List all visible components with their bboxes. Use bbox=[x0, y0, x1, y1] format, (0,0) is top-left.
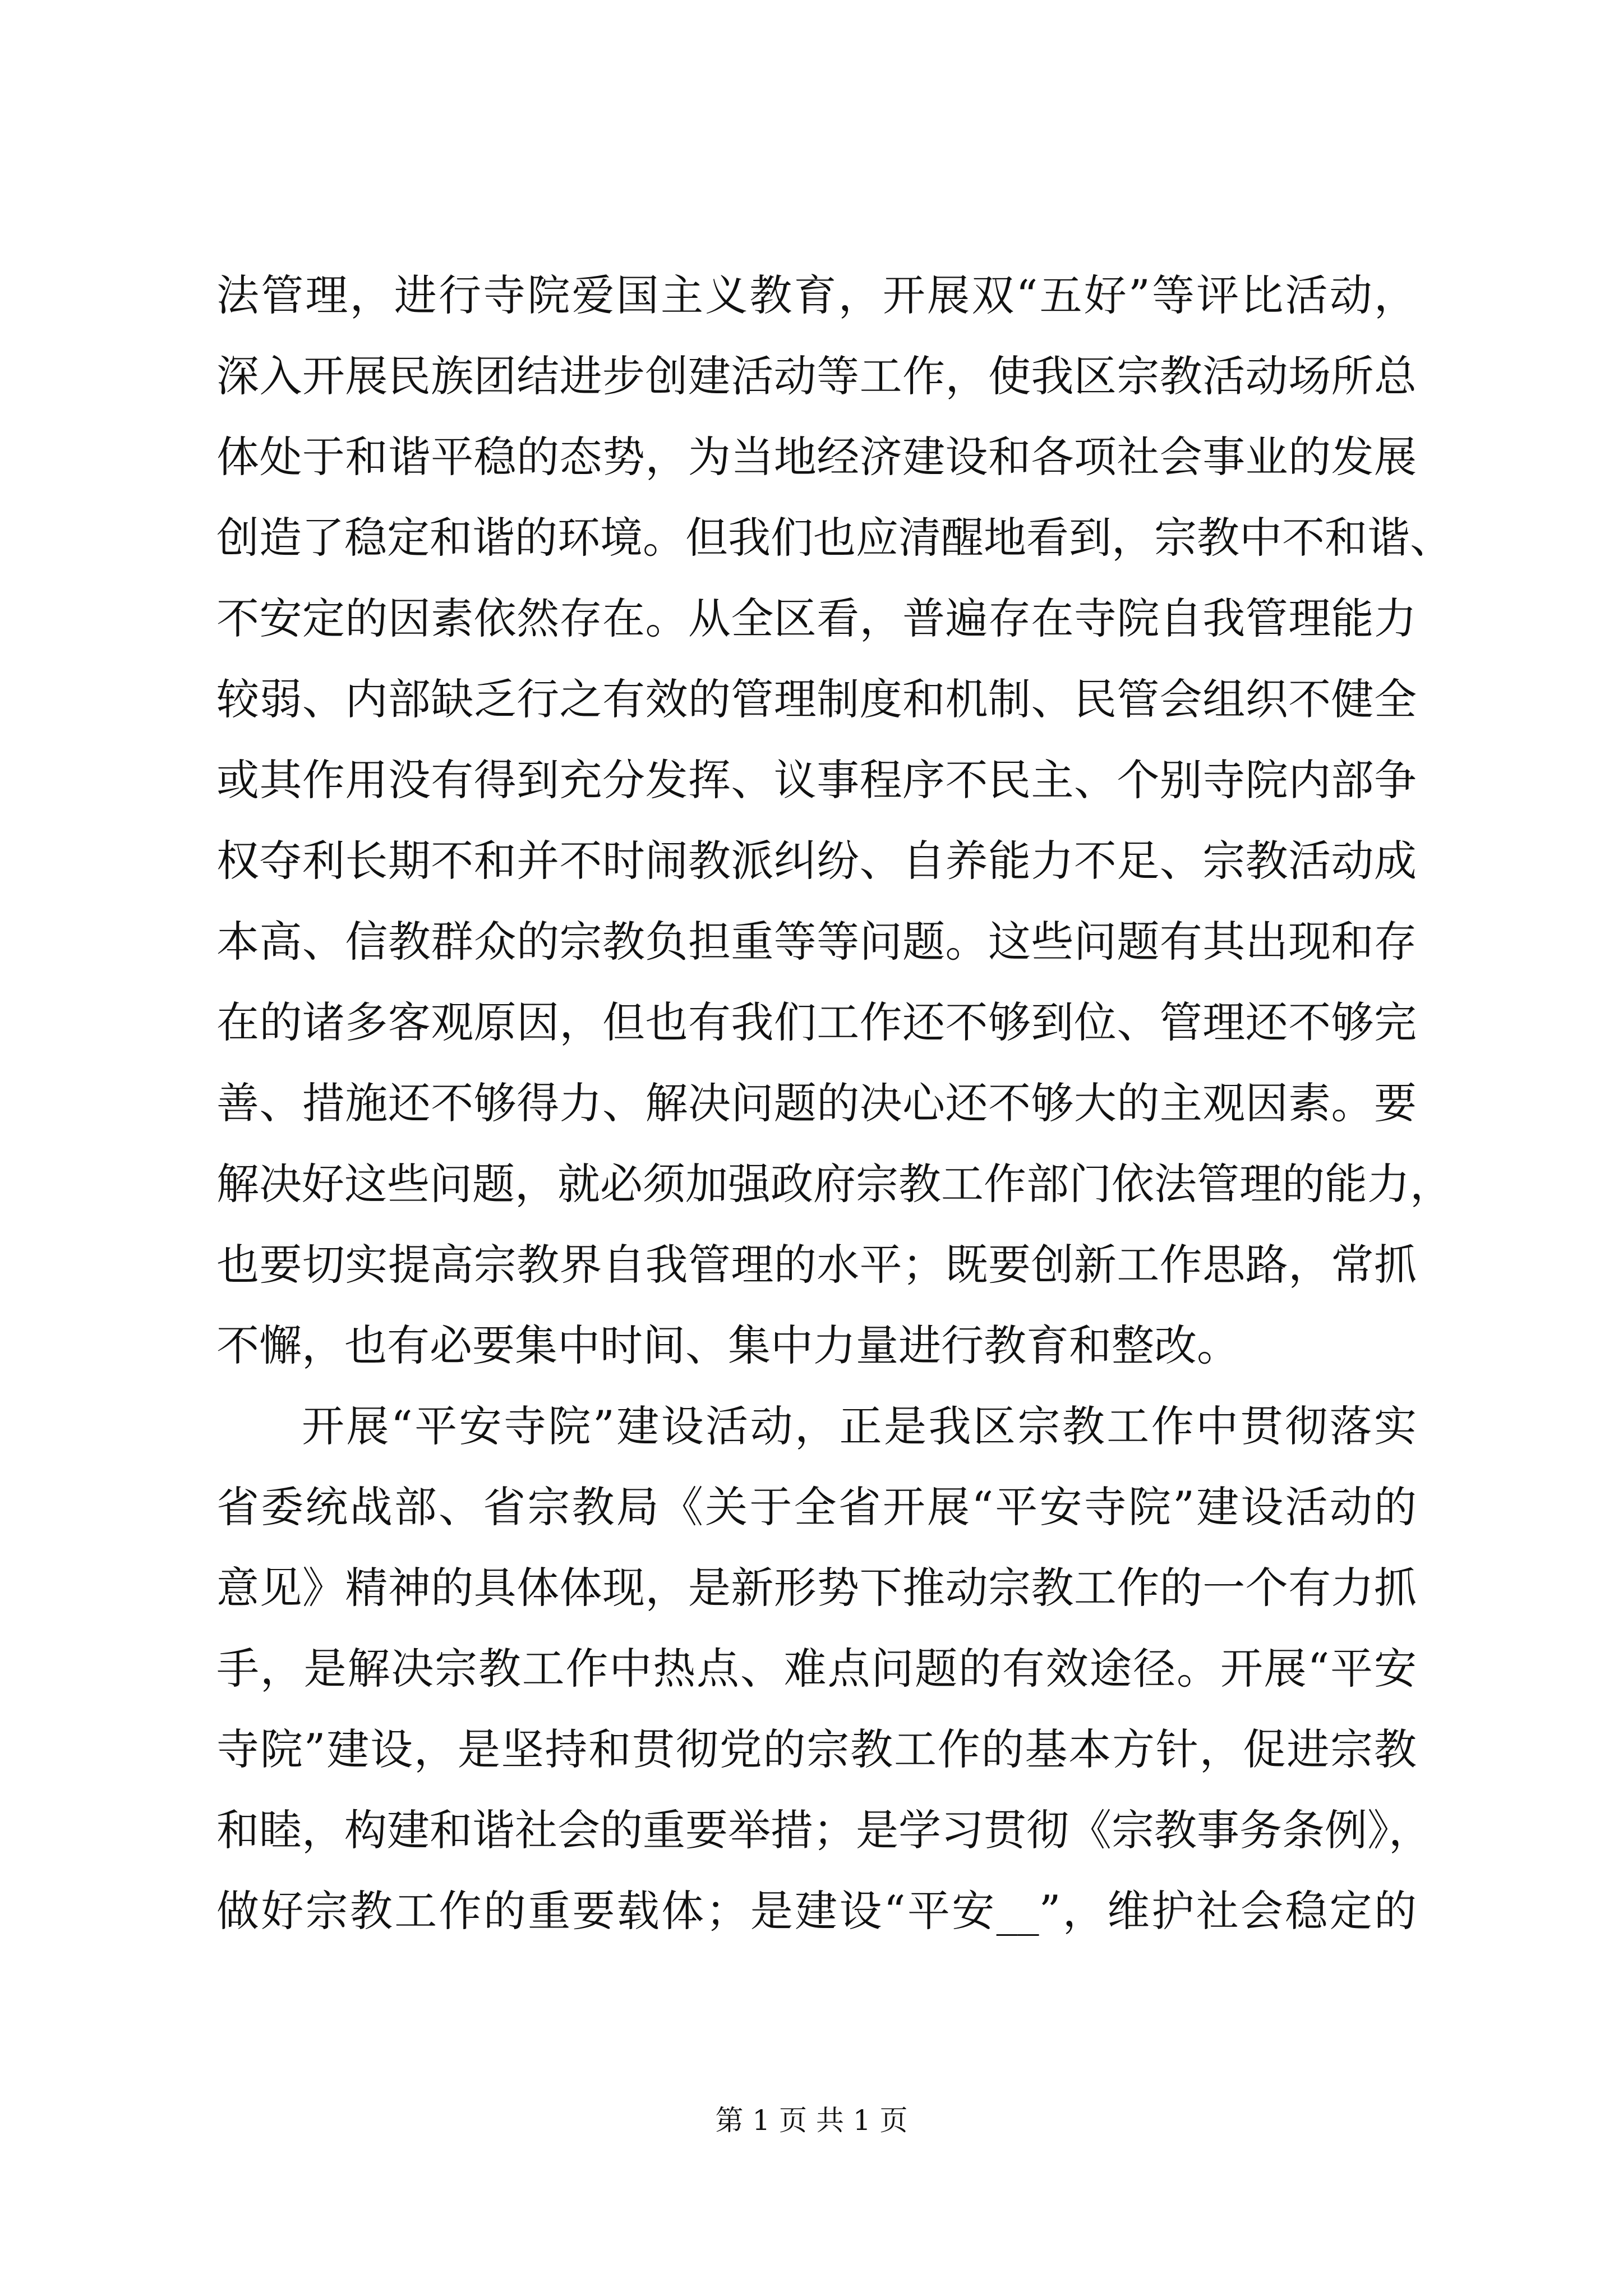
text-line: 创造了稳定和谐的环境。但我们也应清醒地看到，宗教中不和谐、 bbox=[216, 513, 1453, 563]
text-line: 解决好这些问题，就必须加强政府宗教工作部门依法管理的能力， bbox=[216, 1159, 1453, 1209]
paragraph-2 bbox=[216, 1386, 1431, 1952]
text-line: 法管理，进行寺院爱国主义教育，开展双“五好”等评比活动， bbox=[216, 270, 1417, 320]
text-line: 本高、信教群众的宗教负担重等等问题。这些问题有其出现和存 bbox=[216, 917, 1417, 967]
text-line: 较弱、内部缺乏行之有效的管理制度和机制、民管会组织不健全 bbox=[216, 674, 1417, 724]
paragraph-1 bbox=[216, 255, 1453, 1386]
text-line: 做好宗教工作的重要载体；是建设“平安__”，维护社会稳定的 bbox=[216, 1886, 1417, 1936]
body-text bbox=[216, 255, 1453, 1952]
text-line: 深入开展民族团结进步创建活动等工作，使我区宗教活动场所总 bbox=[216, 351, 1417, 401]
page-footer: 第 1 页 共 1 页 bbox=[715, 2104, 908, 2137]
text-line: 体处于和谐平稳的态势，为当地经济建设和各项社会事业的发展 bbox=[216, 432, 1417, 482]
text-line: 善、措施还不够得力、解决问题的决心还不够大的主观因素。要 bbox=[216, 1078, 1417, 1128]
text-line: 和睦，构建和谐社会的重要举措；是学习贯彻《宗教事务条例》， bbox=[216, 1805, 1431, 1855]
text-line: 也要切实提高宗教界自我管理的水平；既要创新工作思路，常抓 bbox=[216, 1240, 1417, 1290]
text-line: 开展“平安寺院”建设活动，正是我区宗教工作中贯彻落实 bbox=[302, 1401, 1417, 1451]
text-line: 意见》精神的具体体现，是新形势下推动宗教工作的一个有力抓 bbox=[216, 1563, 1417, 1613]
text-line: 权夺利长期不和并不时闹教派纠纷、自养能力不足、宗教活动成 bbox=[216, 836, 1417, 886]
text-line: 手，是解决宗教工作中热点、难点问题的有效途径。开展“平安 bbox=[216, 1644, 1417, 1694]
text-line: 省委统战部、省宗教局《关于全省开展“平安寺院”建设活动的 bbox=[216, 1482, 1417, 1532]
text-line: 不安定的因素依然存在。从全区看，普遍存在寺院自我管理能力 bbox=[216, 593, 1417, 643]
text-line: 或其作用没有得到充分发挥、议事程序不民主、个别寺院内部争 bbox=[216, 755, 1417, 805]
text-line: 不懈，也有必要集中时间、集中力量进行教育和整改。 bbox=[216, 1320, 1239, 1370]
text-line: 在的诸多客观原因，但也有我们工作还不够到位、管理还不够完 bbox=[216, 997, 1417, 1047]
text-line: 寺院”建设，是坚持和贯彻党的宗教工作的基本方针，促进宗教 bbox=[216, 1724, 1417, 1774]
